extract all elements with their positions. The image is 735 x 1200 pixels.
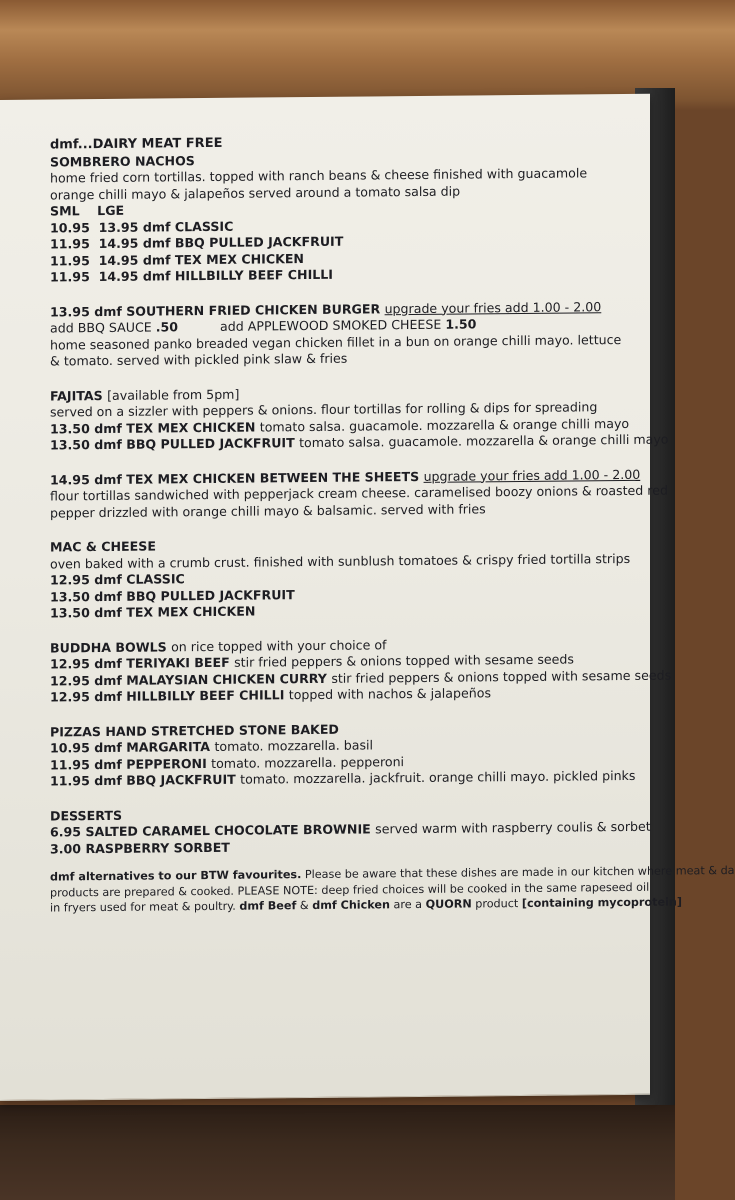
burger-desc-1: home seasoned panko breaded vegan chicken fillet in a bun on orange chilli mayo. lettuce [50,331,622,353]
footer-text: are a [393,897,423,912]
item-name: dmf HILLBILLY BEEF CHILLI [142,266,333,284]
item-desc: tomato. mozzarella. pepperoni [211,753,405,771]
item-desc: stir fried peppers & onions topped with sesame seeds [331,667,672,686]
extra-label: add APPLEWOOD SMOKED CHEESE [220,316,442,334]
item-name: dmf SOUTHERN FRIED CHICKEN BURGER [94,300,381,319]
item-desc: tomato. mozzarella. jackfruit. orange chilli mayo. pickled pinks [240,767,636,787]
menu-content [50,132,735,916]
item-price: 13.50 [50,437,90,453]
item-name: dmf BBQ PULLED JACKFRUIT [142,233,344,251]
item-name: dmf BBQ JACKFRUIT [94,771,236,789]
footer-text: in fryers used for meat & poultry. [50,899,236,915]
item-name: dmf TERIYAKI BEEF [94,654,230,672]
item-price: 13.95 [50,303,90,320]
extra-price: .50 [155,319,179,335]
item-price: 11.95 [50,756,90,773]
item-desc: tomato. mozzarella. basil [214,737,374,754]
item-desc: served warm with raspberry coulis & sorbet [375,818,651,837]
footer-text: Please be aware that these dishes are made in our kitchen where meat & da [304,863,735,882]
desserts-heading: DESSERTS [50,807,123,824]
item-price: 14.95 [50,471,90,488]
item-price: 11.95 14.95 [50,235,139,252]
item-name: dmf CLASSIC [142,218,234,235]
mac-desc: oven baked with a crumb crust. finished with sunblush tomatoes & crispy fried tortilla strips [50,550,631,572]
item-desc: stir fried peppers & onions topped with sesame seeds [234,651,574,670]
item-name: SALTED CARAMEL CHOCOLATE BROWNIE [85,821,371,840]
upgrade-note: upgrade your fries add 1.00 - 2.00 [384,298,602,316]
footer-bold: dmf Chicken [312,898,390,913]
item-name: dmf BBQ PULLED JACKFRUIT [94,435,295,453]
item-name: dmf MALAYSIAN CHICKEN CURRY [94,670,327,688]
item-price: 13.50 [50,420,90,437]
burger-desc-2: & tomato. served with pickled pink slaw & fries [50,350,348,369]
upgrade-note: upgrade your fries add 1.00 - 2.00 [423,466,641,484]
fajitas-heading: FAJITAS [50,387,103,404]
item-price: 6.95 [50,824,82,840]
item-name: RASPBERRY SORBET [85,839,230,856]
footer-text: & [299,899,309,913]
footer-bold: [containing mycoprotein] [521,895,682,910]
item-price: 13.50 [50,588,90,605]
footer-line-2: products are prepared & cooked. PLEASE NOTE: deep fried choices will be cooked in the same rapeseed oil [50,880,650,900]
item-desc: tomato salsa. guacamole. mozzarella & orange chilli mayo [299,431,669,451]
extra-price: 1.50 [445,316,477,332]
footer-bold: dmf alternatives to our BTW favourites. [50,868,302,884]
nachos-desc-2: orange chilli mayo & jalapeños served around a tomato salsa dip [50,183,461,203]
item-name: dmf TEX MEX CHICKEN [94,419,256,436]
table-surface [0,1105,675,1200]
sheets-desc-2: pepper drizzled with orange chilli mayo & balsamic. served with fries [50,500,486,521]
item-name: dmf CLASSIC [94,571,185,588]
fajitas-desc: served on a sizzler with peppers & onions. flour tortillas for rolling & dips for spreading [50,399,598,420]
sheets-desc-1: flour tortillas sandwiched with pepperjack cream cheese. caramelised boozy onions & roasted red [50,482,668,504]
item-price: 11.95 14.95 [50,268,139,285]
item-name: dmf MARGARITA [94,738,211,756]
menu-title: dmf...DAIRY MEAT FREE [50,135,223,153]
item-price: 11.95 [50,773,90,789]
footer-bold: QUORN [425,897,472,911]
buddha-heading: BUDDHA BOWLS [50,638,167,656]
item-name: dmf HILLBILLY BEEF CHILLI [94,687,285,705]
item-price: 10.95 [50,740,90,756]
item-name: dmf TEX MEX CHICKEN [142,250,304,268]
buddha-intro: on rice topped with your choice of [171,636,387,654]
menu-page [0,94,735,1101]
footer-text: product [475,897,519,911]
nachos-heading: SOMBRERO NACHOS [50,152,195,170]
item-desc: topped with nachos & jalapeños [288,685,492,703]
nachos-size-labels: SML LGE [50,202,125,219]
item-name: dmf TEX MEX CHICKEN [94,603,256,621]
item-price: 12.95 [50,672,90,689]
fajitas-note: [available from 5pm] [107,386,240,403]
mac-heading: MAC & CHEESE [50,538,156,555]
item-name: dmf BBQ PULLED JACKFRUIT [94,586,295,604]
item-price: 11.95 14.95 [50,252,139,269]
item-price: 10.95 13.95 [50,219,139,236]
item-name: dmf PEPPERONI [94,755,207,772]
item-price: 3.00 [50,840,82,857]
item-price: 12.95 [50,689,90,705]
item-name: dmf TEX MEX CHICKEN BETWEEN THE SHEETS [94,468,420,487]
item-price: 12.95 [50,656,90,672]
item-price: 12.95 [50,572,90,588]
extra-label: add BBQ SAUCE [50,319,152,336]
nachos-desc-1: home fried corn tortillas. topped with ranch beans & cheese finished with guacamole [50,165,588,186]
footer-bold: dmf Beef [239,899,297,913]
item-desc: tomato salsa. guacamole. mozzarella & orange chilli mayo [259,415,630,435]
item-price: 13.50 [50,605,90,621]
pizzas-heading: PIZZAS HAND STRETCHED STONE BAKED [50,721,339,740]
